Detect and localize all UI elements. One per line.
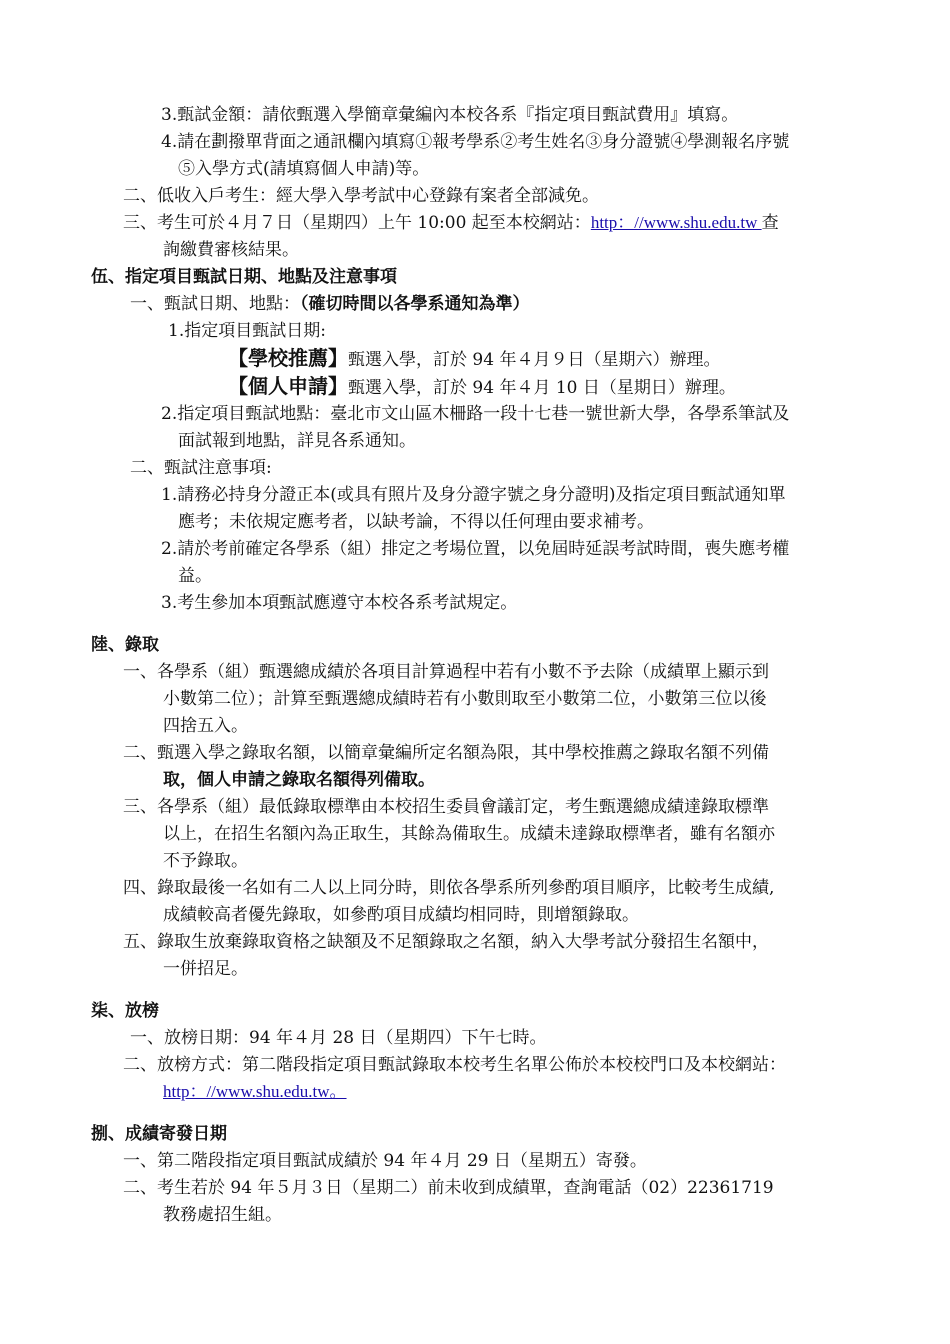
exam-location-item: 2.指定項目甄試地點：臺北市文山區木柵路一段十七巷一號世新大學，各學系筆試及 bbox=[161, 404, 790, 424]
exam-notes-heading: 二、甄試注意事項: bbox=[130, 458, 272, 478]
admission-item-3-cont: 以上，在招生名額內為正取生，其餘為備取生。成績未達錄取標準者，雖有名額亦 bbox=[163, 824, 775, 844]
exam-date-place-label: 一、甄試日期、地點： bbox=[130, 294, 300, 314]
school-recommend-tag: 【學校推薦】 bbox=[228, 346, 348, 370]
exam-date-subitem: 1.指定項目甄試日期: bbox=[168, 321, 326, 341]
admission-item-2: 二、甄選入學之錄取名額，以簡章彙編所定名額為限，其中學校推薦之錄取名額不列備 bbox=[123, 743, 769, 763]
admission-item-1-cont: 小數第二位）；計算至甄選總成績時若有小數則取至小數第二位，小數第三位以後 bbox=[163, 689, 767, 709]
exam-time-note: （確切時間以各學系通知為準） bbox=[300, 294, 530, 314]
section-7-heading: 柒、放榜 bbox=[91, 1001, 159, 1021]
score-mail-item-1: 一、第二階段指定項目甄試成績於 94 年４月 29 日（星期五）寄發。 bbox=[123, 1151, 647, 1171]
release-date-item: 一、放榜日期：94 年４月 28 日（星期四）下午七時。 bbox=[130, 1028, 547, 1048]
exam-note-1-cont: 應考；未依規定應考者，以缺考論，不得以任何理由要求補考。 bbox=[178, 512, 654, 532]
admission-item-4: 四、錄取最後一名如有二人以上同分時，則依各學系所列參酌項目順序，比較考生成績, bbox=[123, 878, 775, 898]
fee-review-item bbox=[123, 212, 779, 234]
admission-item-1: 一、各學系（組）甄選總成績於各項目計算過程中若有小數不予去除（成績單上顯示到 bbox=[123, 662, 769, 682]
score-mail-item-2: 二、考生若於 94 年５月３日（星期二）前未收到成績單，查詢電話（02）22361719 bbox=[123, 1178, 774, 1198]
fee-review-text: 三、考生可於４月７日（星期四）上午 10:00 起至本校網站： bbox=[123, 213, 591, 233]
personal-apply-line bbox=[228, 375, 736, 399]
school-recommend-line bbox=[228, 347, 720, 371]
school-recommend-text: 甄選入學，訂於 94 年４月９日（星期六）辦理。 bbox=[348, 350, 721, 370]
low-income-item: 二、低收入戶考生：經大學入學考試中心登錄有案者全部減免。 bbox=[123, 186, 599, 206]
section-5-heading: 伍、指定項目甄試日期、地點及注意事項 bbox=[91, 267, 397, 287]
score-mail-item-2-cont: 教務處招生組。 bbox=[163, 1205, 282, 1225]
exam-note-3: 3.考生參加本項甄試應遵守本校各系考試規定。 bbox=[161, 593, 518, 613]
release-method-link-line bbox=[163, 1081, 347, 1103]
personal-apply-text: 甄選入學，訂於 94 年４月 10 日（星期日）辦理。 bbox=[348, 378, 736, 398]
exam-note-2-cont: 益。 bbox=[178, 566, 212, 586]
admission-item-1-cont2: 四捨五入。 bbox=[163, 716, 248, 736]
admission-item-5: 五、錄取生放棄錄取資格之缺額及不足額錄取之名額，納入大學考試分發招生名額中， bbox=[123, 932, 769, 952]
admission-item-2-cont: 取，個人申請之錄取名額得列備取。 bbox=[163, 770, 435, 790]
exam-note-1: 1.請務必持身分證正本(或具有照片及身分證字號之身分證明)及指定項目甄試通知單 bbox=[161, 485, 786, 505]
admission-item-3: 三、各學系（組）最低錄取標準由本校招生委員會議訂定，考生甄選總成績達錄取標準 bbox=[123, 797, 769, 817]
admission-item-3-cont2: 不予錄取。 bbox=[163, 851, 248, 871]
fee-review-item-cont: 詢繳費審核結果。 bbox=[163, 240, 299, 260]
school-website-link[interactable]: http：//www.shu.edu.tw bbox=[590, 213, 762, 232]
admission-item-4-cont: 成績較高者優先錄取，如參酌項目成績均相同時，則增額錄取。 bbox=[163, 905, 639, 925]
release-method-item: 二、放榜方式：第二階段指定項目甄試錄取本校考生名單公佈於本校校門口及本校網站： bbox=[123, 1055, 786, 1075]
release-website-link[interactable]: http：//www.shu.edu.tw。 bbox=[163, 1082, 347, 1101]
transfer-slip-item-cont: ⑤入學方式(請填寫個人申請)等。 bbox=[178, 159, 430, 179]
section-8-heading: 捌、成績寄發日期 bbox=[91, 1124, 227, 1144]
transfer-slip-item: 4.請在劃撥單背面之通訊欄內填寫①報考學系②考生姓名③身分證號④學測報名序號 bbox=[161, 132, 790, 152]
fee-review-tail: 查 bbox=[761, 213, 779, 233]
fee-amount-item: 3.甄試金額：請依甄選入學簡章彙編內本校各系『指定項目甄試費用』填寫。 bbox=[161, 105, 739, 125]
exam-date-place-item bbox=[130, 293, 530, 315]
admission-item-5-cont: 一併招足。 bbox=[163, 959, 248, 979]
exam-note-2: 2.請於考前確定各學系（組）排定之考場位置，以免屆時延誤考試時間，喪失應考權 bbox=[161, 539, 790, 559]
section-6-heading: 陸、錄取 bbox=[91, 635, 159, 655]
personal-apply-tag: 【個人申請】 bbox=[228, 374, 348, 398]
exam-location-item-cont: 面試報到地點，詳見各系通知。 bbox=[178, 431, 416, 451]
